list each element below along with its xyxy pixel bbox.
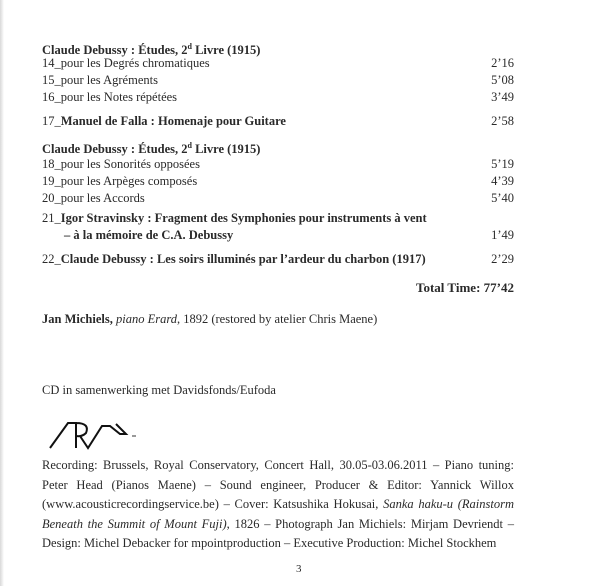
ars-logo <box>48 420 158 450</box>
credits-paragraph: Recording: Brussels, Royal Conservatory, Concert Hall, 30.05-03.06.2011 – Piano tuning: Peter Head (Pianos Maene) – Sound engineer, Producer & Editor: Yannick Willox (www.acousticrecordingservice.be) – Cover: Katsushika Hokusai, Sanka haku-u (Rainstorm Beneath the Summit of Mount Fuji), 1826 – Photograph Jan Michiels: Mirjam Devriendt – Design: Michel Debacker for mpointproduction – Executive Production: Michel Stockhem <box>42 458 514 550</box>
track-row: 17_Manuel de Falla : Homenaje pour Guitare 2’58 <box>42 114 514 128</box>
total-time: Total Time: 77’42 <box>416 280 514 295</box>
page-number: 3 <box>296 563 302 575</box>
cd-note: CD in samenwerking met Davidsfonds/Eufoda <box>42 383 276 397</box>
track-row: 14_pour les Degrés chromatiques 2’16 <box>42 56 514 70</box>
track-row: 18_pour les Sonorités opposées 5’19 <box>42 157 514 171</box>
track-row: 19_pour les Arpèges composés 4’39 <box>42 174 514 188</box>
track-row: 15_pour les Agréments 5’08 <box>42 73 514 87</box>
track-row: 21_Igor Stravinsky : Fragment des Symphonies pour instruments à vent <box>42 211 427 225</box>
track-row: 20_pour les Accords 5’40 <box>42 191 514 205</box>
track-row-continued: – à la mémoire de C.A. Debussy 1’49 <box>64 228 514 242</box>
track-row: 16_pour les Notes répétées 3’49 <box>42 90 514 104</box>
group-heading: Claude Debussy : Études, 2$^d$ Livre (1915) <box>42 42 261 58</box>
group-heading: Claude Debussy : Études, 2$^d$ Livre (1915) <box>42 141 261 157</box>
track-row: 22_Claude Debussy : Les soirs illuminés par l’ardeur du charbon (1917) 2’29 <box>42 252 514 266</box>
performer-line: Jan Michiels, piano Erard, 1892 (restored by atelier Chris Maene) <box>42 312 378 326</box>
page-edge-shadow <box>0 0 4 586</box>
